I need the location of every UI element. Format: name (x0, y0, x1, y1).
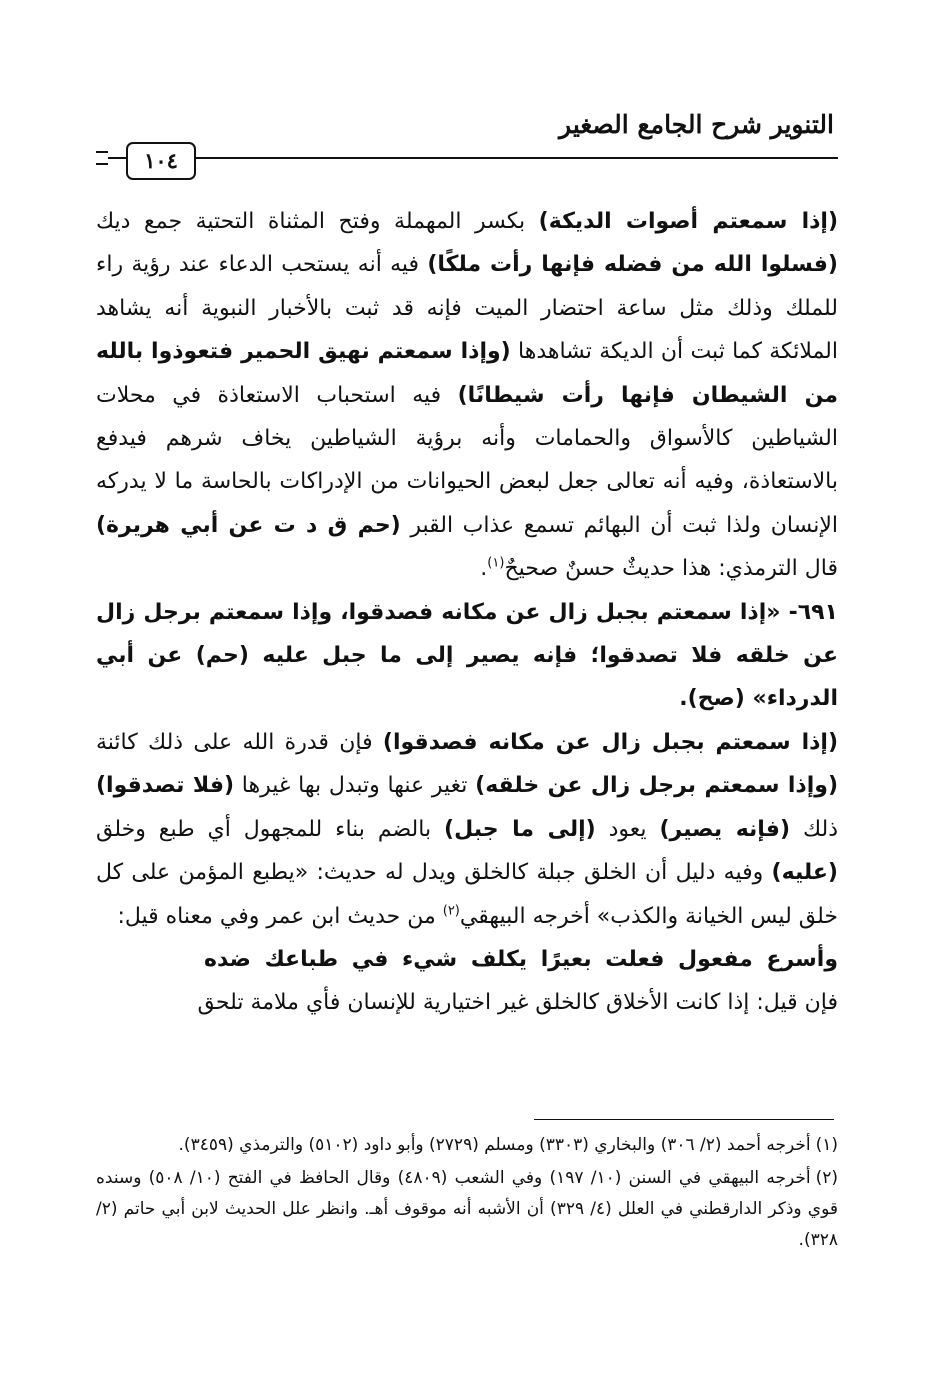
page-number: ١٠٤ (126, 142, 196, 180)
commentary-paragraph (96, 200, 838, 591)
hadith-quote: (وإذا سمعتم نهيق الحمير فتعوذوا بالله من الشيطان فإنها رأت شيطانًا) (96, 339, 838, 408)
footnote-ref: (١) (487, 555, 505, 571)
hadith-quote: (وإذا سمعتم برجل زال عن خلقه) (475, 773, 838, 799)
hadith-quote: (فسلوا الله من فضله فإنها رأت ملكًا) (427, 252, 838, 278)
commentary-text: بالضم بناء للمجهول أي طبع وخلق (96, 816, 445, 842)
commentary-text: فإن قدرة الله على ذلك كائنة (96, 729, 383, 755)
commentary-text: تغير عنها وتبدل بها غيرها (234, 773, 476, 799)
commentary-paragraph: فإن قيل: إذا كانت الأخلاق كالخلق غير اختيارية للإنسان فأي ملامة تلحق (197, 990, 838, 1016)
hadith-quote: (إلى ما جبل) (444, 816, 596, 842)
hadith-quote: (عليه) (771, 860, 838, 886)
running-title: التنوير شرح الجامع الصغير (559, 110, 834, 139)
commentary-text: ذلك (790, 816, 838, 842)
hadith-quote: (فلا تصدقوا) (96, 773, 235, 799)
commentary-text: بكسر المهملة وفتح المثناة التحتية جمع ديك (96, 209, 539, 234)
commentary-text: قال الترمذي: هذا حديثٌ حسنٌ صحيحٌ (504, 556, 838, 582)
footnotes (96, 1130, 838, 1258)
hadith-entry: ٦٩١- «إذا سمعتم بجبل زال عن مكانه فصدقوا، وإذا سمعتم برجل زال عن خلقه فلا تصدقوا؛ فإنه يصير إلى ما جبل عليه (حم) عن أبي الدرداء» (صح). (96, 599, 838, 712)
main-text (96, 200, 838, 1025)
footnote-text: أخرجه أحمد (٢/ ٣٠٦) والبخاري (٣٣٠٣) ومسلم (٢٧٢٩) وأبو داود (٥١٠٢) والترمذي (٣٤٥٩). (178, 1135, 811, 1155)
footnote-text: أخرجه البيهقي في السنن (١٠/ ١٩٧) وفي الشعب (٤٨٠٩) وقال الحافظ في الفتح (١٠/ ٥٠٨) وسنده قوي وذكر الدارقطني في العلل (٤/ ٣٢٩) أن الأشبه أنه موقوف أهـ. وانظر علل الحديث لابن أبي حاتم (٢/ ٣٢٨). (96, 1168, 839, 1250)
commentary-text: يعود (595, 816, 660, 842)
hadith-quote: (إذا سمعتم أصوات الديكة) (538, 209, 839, 234)
footnote-number: (٢) (815, 1168, 838, 1188)
commentary-text: . (480, 556, 488, 582)
header-rule-cap (96, 151, 108, 165)
poetry-verse: وأسرع مفعول فعلت بعيرًا يكلف شيء في طباعك ضده (203, 946, 838, 972)
commentary-text: وفيه دليل أن الخلق جبلة كالخلق ويدل له حديث: «يطبع المؤمن على كل خلق ليس الخيانة والكذب» أخرجه البيهقي (96, 860, 838, 929)
header-rule (96, 157, 838, 159)
footnote-number: (١) (815, 1135, 838, 1155)
hadith-quote: (إذا سمعتم بجبل زال عن مكانه فصدقوا) (382, 729, 839, 755)
footnote-separator (534, 1119, 834, 1120)
commentary-text: من حديث ابن عمر وفي معناه قيل: (117, 903, 443, 929)
source-citation: (حم ق د ت عن أبي هريرة) (96, 512, 401, 538)
footnote (96, 1130, 838, 1161)
page-header (96, 110, 838, 173)
commentary-text: فيه استحباب الاستعاذة في محلات الشياطين كالأسواق والحمامات وأنه برؤية الشياطين يخاف شرهم فيدفع بالاستعاذة، وفيه أنه تعالى جعل لبعض الحيوانات من الإدراكات بالحاسة ما لا يدركه الإنسان ولذا ثبت أن البهائم تسمع عذاب القبر (96, 382, 838, 538)
commentary-paragraph (96, 721, 838, 938)
commentary-text: فيه أنه يستحب الدعاء عند رؤية راء للملك وذلك مثل ساعة احتضار الميت فإنه قد ثبت بالأخبار النبوية أنه يشاهد الملائكة كما ثبت أن الديكة تشاهدها (96, 252, 838, 365)
footnote-ref: (٢) (442, 903, 460, 919)
footnote (96, 1163, 838, 1256)
hadith-quote: (فإنه يصير) (659, 816, 791, 842)
